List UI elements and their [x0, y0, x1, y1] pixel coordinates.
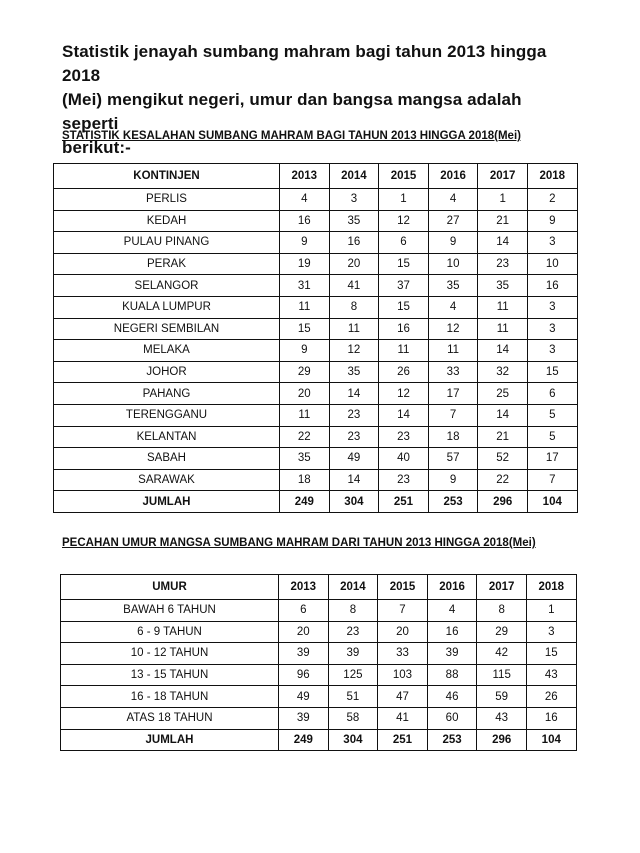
- value-cell: 20: [280, 383, 330, 405]
- value-cell: 5: [527, 426, 577, 448]
- value-cell: 40: [379, 448, 429, 470]
- value-cell: 16: [329, 232, 379, 254]
- value-cell: 3: [527, 296, 577, 318]
- value-cell: 39: [279, 643, 329, 665]
- value-cell: 23: [478, 253, 528, 275]
- table2-title: PECAHAN UMUR MANGSA SUMBANG MAHRAM DARI TAHUN 2013 HINGGA 2018(Mei): [62, 537, 536, 549]
- value-cell: 41: [378, 707, 428, 729]
- row-label-cell: PULAU PINANG: [54, 232, 280, 254]
- value-cell: 3: [527, 318, 577, 340]
- column-header-year: 2018: [526, 575, 576, 600]
- value-cell: 41: [329, 275, 379, 297]
- value-cell: 20: [279, 621, 329, 643]
- table-row: [54, 232, 578, 254]
- value-cell: 21: [478, 426, 528, 448]
- total-value-cell: 251: [379, 491, 429, 513]
- row-label-cell: JOHOR: [54, 361, 280, 383]
- value-cell: 11: [280, 404, 330, 426]
- value-cell: 15: [527, 361, 577, 383]
- value-cell: 35: [329, 361, 379, 383]
- value-cell: 125: [328, 664, 378, 686]
- column-header-year: 2016: [427, 575, 477, 600]
- row-label-cell: SELANGOR: [54, 275, 280, 297]
- value-cell: 4: [427, 600, 477, 622]
- table-row: [54, 318, 578, 340]
- table1-title: STATISTIK KESALAHAN SUMBANG MAHRAM BAGI TAHUN 2013 HINGGA 2018(Mei): [62, 130, 521, 142]
- value-cell: 3: [527, 340, 577, 362]
- table-row: [54, 361, 578, 383]
- value-cell: 35: [280, 448, 330, 470]
- table-row: [54, 448, 578, 470]
- value-cell: 5: [527, 404, 577, 426]
- column-header-year: 2013: [279, 575, 329, 600]
- value-cell: 11: [329, 318, 379, 340]
- column-header-label: UMUR: [61, 575, 279, 600]
- total-value-cell: 253: [428, 491, 478, 513]
- value-cell: 12: [329, 340, 379, 362]
- table-header-row: [61, 575, 577, 600]
- intro-line: berikut:-: [62, 138, 131, 157]
- value-cell: 12: [428, 318, 478, 340]
- value-cell: 8: [329, 296, 379, 318]
- total-value-cell: 296: [478, 491, 528, 513]
- value-cell: 11: [280, 296, 330, 318]
- column-header-label: KONTINJEN: [54, 164, 280, 189]
- value-cell: 18: [428, 426, 478, 448]
- value-cell: 29: [280, 361, 330, 383]
- table-header-row: [54, 164, 578, 189]
- value-cell: 15: [280, 318, 330, 340]
- value-cell: 20: [329, 253, 379, 275]
- total-row: [54, 491, 578, 513]
- value-cell: 33: [378, 643, 428, 665]
- value-cell: 1: [478, 189, 528, 211]
- value-cell: 43: [526, 664, 576, 686]
- value-cell: 7: [428, 404, 478, 426]
- table-row: [61, 664, 577, 686]
- value-cell: 39: [279, 707, 329, 729]
- value-cell: 4: [428, 189, 478, 211]
- value-cell: 16: [379, 318, 429, 340]
- row-label-cell: 13 - 15 TAHUN: [61, 664, 279, 686]
- row-label-cell: BAWAH 6 TAHUN: [61, 600, 279, 622]
- table-row: [54, 383, 578, 405]
- value-cell: 33: [428, 361, 478, 383]
- value-cell: 35: [428, 275, 478, 297]
- value-cell: 57: [428, 448, 478, 470]
- age-breakdown-table: [60, 574, 577, 751]
- total-value-cell: 304: [328, 729, 378, 751]
- total-value-cell: 296: [477, 729, 527, 751]
- intro-paragraph: [62, 40, 582, 160]
- value-cell: 60: [427, 707, 477, 729]
- table-row: [54, 340, 578, 362]
- value-cell: 14: [478, 404, 528, 426]
- value-cell: 10: [527, 253, 577, 275]
- total-value-cell: 249: [280, 491, 330, 513]
- column-header-year: 2016: [428, 164, 478, 189]
- value-cell: 39: [427, 643, 477, 665]
- value-cell: 59: [477, 686, 527, 708]
- table-row: [54, 296, 578, 318]
- column-header-year: 2013: [280, 164, 330, 189]
- value-cell: 32: [478, 361, 528, 383]
- value-cell: 49: [329, 448, 379, 470]
- value-cell: 11: [478, 318, 528, 340]
- value-cell: 6: [527, 383, 577, 405]
- value-cell: 14: [379, 404, 429, 426]
- value-cell: 16: [527, 275, 577, 297]
- total-value-cell: 253: [427, 729, 477, 751]
- table-row: [54, 253, 578, 275]
- column-header-year: 2014: [329, 164, 379, 189]
- value-cell: 15: [379, 296, 429, 318]
- table-row: [54, 469, 578, 491]
- value-cell: 88: [427, 664, 477, 686]
- value-cell: 103: [378, 664, 428, 686]
- value-cell: 47: [378, 686, 428, 708]
- table-row: [61, 686, 577, 708]
- table-row: [54, 189, 578, 211]
- table-row: [54, 210, 578, 232]
- column-header-year: 2018: [527, 164, 577, 189]
- value-cell: 14: [478, 232, 528, 254]
- value-cell: 37: [379, 275, 429, 297]
- value-cell: 27: [428, 210, 478, 232]
- value-cell: 3: [526, 621, 576, 643]
- value-cell: 26: [526, 686, 576, 708]
- value-cell: 31: [280, 275, 330, 297]
- value-cell: 14: [478, 340, 528, 362]
- row-label-cell: 10 - 12 TAHUN: [61, 643, 279, 665]
- value-cell: 35: [329, 210, 379, 232]
- value-cell: 22: [478, 469, 528, 491]
- total-label-cell: JUMLAH: [61, 729, 279, 751]
- total-value-cell: 104: [526, 729, 576, 751]
- value-cell: 20: [378, 621, 428, 643]
- row-label-cell: SARAWAK: [54, 469, 280, 491]
- value-cell: 26: [379, 361, 429, 383]
- value-cell: 11: [478, 296, 528, 318]
- total-value-cell: 251: [378, 729, 428, 751]
- row-label-cell: SABAH: [54, 448, 280, 470]
- value-cell: 96: [279, 664, 329, 686]
- value-cell: 16: [280, 210, 330, 232]
- row-label-cell: MELAKA: [54, 340, 280, 362]
- value-cell: 6: [279, 600, 329, 622]
- row-label-cell: PAHANG: [54, 383, 280, 405]
- value-cell: 4: [428, 296, 478, 318]
- row-label-cell: 16 - 18 TAHUN: [61, 686, 279, 708]
- value-cell: 12: [379, 210, 429, 232]
- table-row: [54, 275, 578, 297]
- value-cell: 23: [328, 621, 378, 643]
- row-label-cell: KUALA LUMPUR: [54, 296, 280, 318]
- total-label-cell: JUMLAH: [54, 491, 280, 513]
- value-cell: 23: [329, 426, 379, 448]
- table-row: [54, 404, 578, 426]
- table-row: [61, 600, 577, 622]
- value-cell: 18: [280, 469, 330, 491]
- intro-line: (Mei) mengikut negeri, umur dan bangsa mangsa adalah seperti: [62, 90, 522, 133]
- table-row: [61, 643, 577, 665]
- value-cell: 15: [526, 643, 576, 665]
- value-cell: 7: [378, 600, 428, 622]
- value-cell: 1: [526, 600, 576, 622]
- value-cell: 12: [379, 383, 429, 405]
- value-cell: 29: [477, 621, 527, 643]
- value-cell: 8: [328, 600, 378, 622]
- row-label-cell: KELANTAN: [54, 426, 280, 448]
- column-header-year: 2015: [379, 164, 429, 189]
- intro-line: Statistik jenayah sumbang mahram bagi tahun 2013 hingga 2018: [62, 42, 547, 85]
- total-row: [61, 729, 577, 751]
- value-cell: 3: [329, 189, 379, 211]
- row-label-cell: 6 - 9 TAHUN: [61, 621, 279, 643]
- value-cell: 58: [328, 707, 378, 729]
- value-cell: 14: [329, 469, 379, 491]
- value-cell: 17: [527, 448, 577, 470]
- value-cell: 46: [427, 686, 477, 708]
- column-header-year: 2014: [328, 575, 378, 600]
- value-cell: 51: [328, 686, 378, 708]
- value-cell: 16: [427, 621, 477, 643]
- value-cell: 16: [526, 707, 576, 729]
- column-header-year: 2017: [477, 575, 527, 600]
- value-cell: 8: [477, 600, 527, 622]
- value-cell: 1: [379, 189, 429, 211]
- value-cell: 19: [280, 253, 330, 275]
- value-cell: 35: [478, 275, 528, 297]
- value-cell: 11: [379, 340, 429, 362]
- row-label-cell: KEDAH: [54, 210, 280, 232]
- value-cell: 9: [428, 232, 478, 254]
- value-cell: 9: [280, 340, 330, 362]
- value-cell: 17: [428, 383, 478, 405]
- value-cell: 4: [280, 189, 330, 211]
- value-cell: 10: [428, 253, 478, 275]
- value-cell: 3: [527, 232, 577, 254]
- table-row: [54, 426, 578, 448]
- total-value-cell: 104: [527, 491, 577, 513]
- value-cell: 6: [379, 232, 429, 254]
- column-header-year: 2015: [378, 575, 428, 600]
- column-header-year: 2017: [478, 164, 528, 189]
- value-cell: 52: [478, 448, 528, 470]
- value-cell: 23: [379, 426, 429, 448]
- value-cell: 11: [428, 340, 478, 362]
- value-cell: 14: [329, 383, 379, 405]
- table-row: [61, 621, 577, 643]
- row-label-cell: NEGERI SEMBILAN: [54, 318, 280, 340]
- value-cell: 115: [477, 664, 527, 686]
- value-cell: 9: [428, 469, 478, 491]
- value-cell: 25: [478, 383, 528, 405]
- row-label-cell: PERLIS: [54, 189, 280, 211]
- row-label-cell: PERAK: [54, 253, 280, 275]
- value-cell: 43: [477, 707, 527, 729]
- value-cell: 21: [478, 210, 528, 232]
- row-label-cell: TERENGGANU: [54, 404, 280, 426]
- value-cell: 23: [329, 404, 379, 426]
- contingent-statistics-table: [53, 163, 578, 513]
- row-label-cell: ATAS 18 TAHUN: [61, 707, 279, 729]
- value-cell: 39: [328, 643, 378, 665]
- value-cell: 2: [527, 189, 577, 211]
- value-cell: 42: [477, 643, 527, 665]
- value-cell: 49: [279, 686, 329, 708]
- value-cell: 15: [379, 253, 429, 275]
- table-row: [61, 707, 577, 729]
- value-cell: 7: [527, 469, 577, 491]
- value-cell: 9: [527, 210, 577, 232]
- total-value-cell: 304: [329, 491, 379, 513]
- value-cell: 22: [280, 426, 330, 448]
- value-cell: 9: [280, 232, 330, 254]
- value-cell: 23: [379, 469, 429, 491]
- total-value-cell: 249: [279, 729, 329, 751]
